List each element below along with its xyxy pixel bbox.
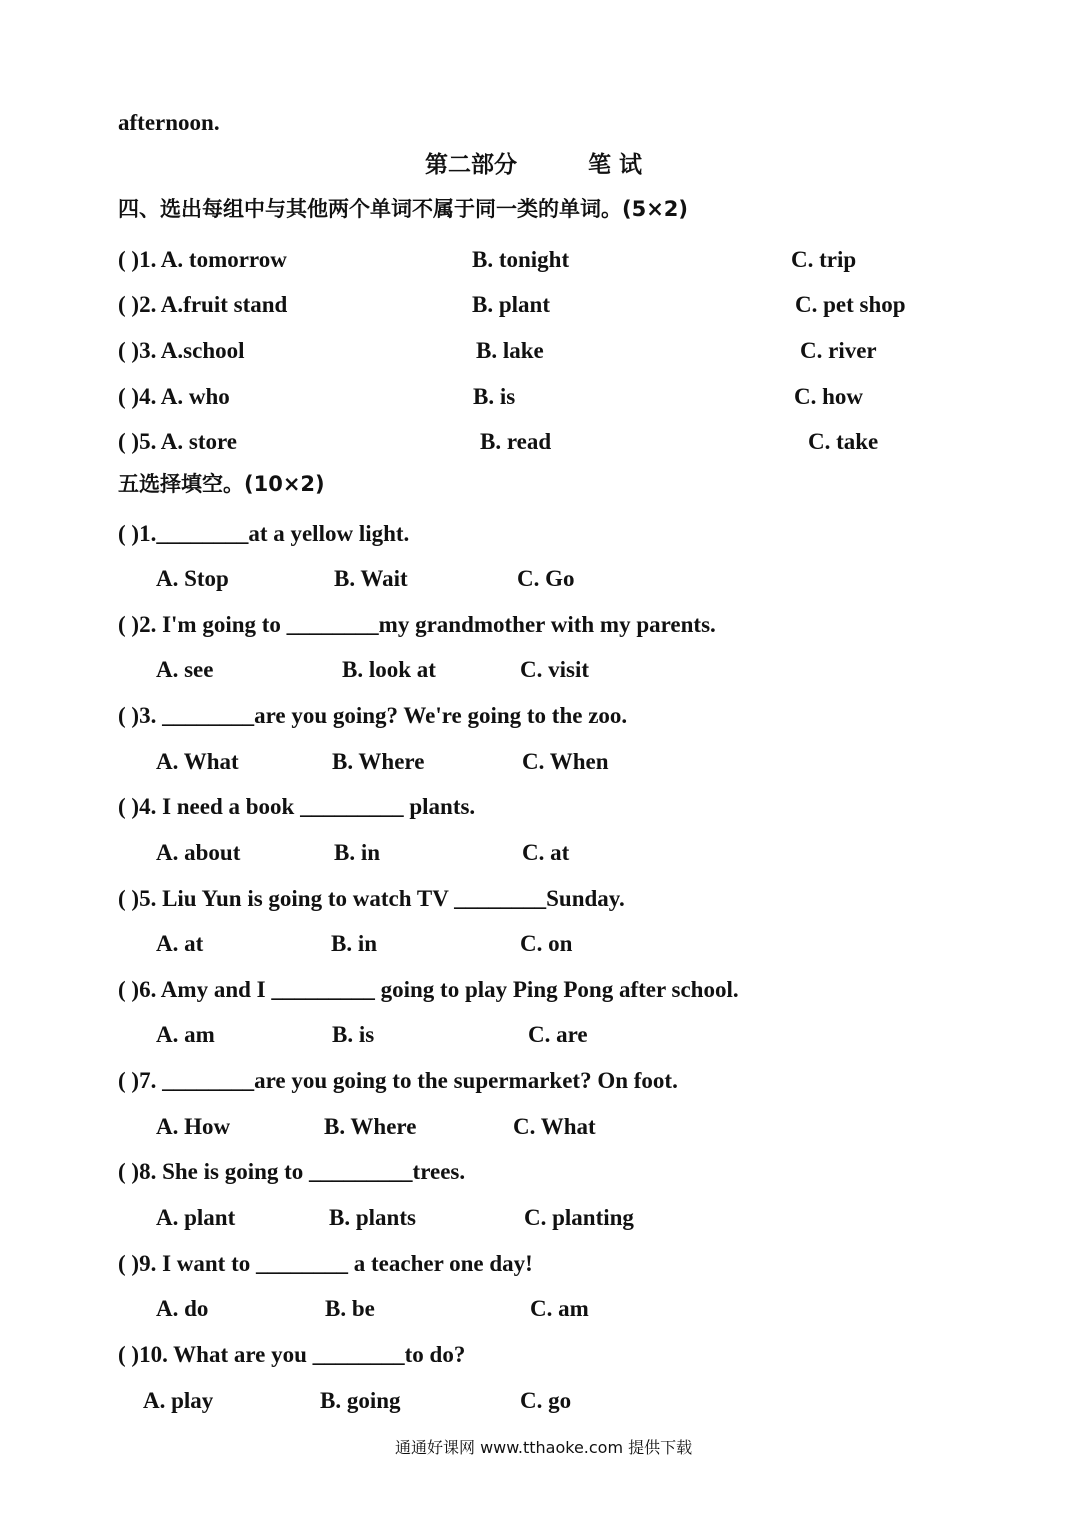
- s5-q3-option-c: C. When: [522, 749, 609, 774]
- s5-q6-option-b: B. is: [332, 1022, 375, 1047]
- s5-q4-option-c: C. at: [522, 840, 570, 865]
- s4-q4-question: ( )4. A. who: [118, 384, 230, 409]
- s5-q6-option-c: C. are: [528, 1022, 588, 1047]
- part-title-right: 笔 试: [588, 152, 643, 178]
- s5-q3-option-b: B. Where: [332, 749, 425, 774]
- s5-q7-question: ( )7. ________are you going to the supermarket? On foot.: [118, 1068, 678, 1093]
- s4-q1-option-c: C. trip: [791, 247, 857, 272]
- s5-q3-question: ( )3. ________are you going? We're going to the zoo.: [118, 703, 628, 728]
- s5-q5-question: ( )5. Liu Yun is going to watch TV ________Sunday.: [118, 886, 625, 911]
- s5-q5-option-a: A. at: [156, 931, 204, 956]
- s5-q7-option-a: A. How: [156, 1114, 231, 1139]
- footer-source: 通通好课网 www.tthaoke.com 提供下载: [395, 1438, 693, 1457]
- s5-q8-option-b: B. plants: [329, 1205, 416, 1230]
- s5-q9-option-c: C. am: [530, 1296, 589, 1321]
- s5-q7-option-c: C. What: [513, 1114, 596, 1139]
- s5-q2-option-a: A. see: [156, 657, 214, 682]
- s5-q2-option-b: B. look at: [342, 657, 436, 682]
- s5-q9-question: ( )9. I want to ________ a teacher one day!: [118, 1251, 533, 1276]
- s5-q8-question: ( )8. She is going to _________trees.: [118, 1159, 466, 1184]
- s5-q2-option-c: C. visit: [520, 657, 589, 682]
- s5-q5-option-b: B. in: [331, 931, 378, 956]
- s5-q1-option-b: B. Wait: [334, 566, 408, 591]
- s4-q1-question: ( )1. A. tomorrow: [118, 247, 287, 272]
- s4-q4-option-c: C. how: [794, 384, 864, 409]
- s5-q8-option-a: A. plant: [156, 1205, 236, 1230]
- s5-q7-option-b: B. Where: [324, 1114, 417, 1139]
- s4-q3-question: ( )3. A.school: [118, 338, 245, 363]
- s5-q9-option-b: B. be: [325, 1296, 375, 1321]
- section4-heading: 四、选出每组中与其他两个单词不属于同一类的单词。(5×2): [118, 197, 689, 221]
- s5-q9-option-a: A. do: [156, 1296, 209, 1321]
- s4-q5-option-b: B. read: [480, 429, 552, 454]
- s4-q5-question: ( )5. A. store: [118, 429, 238, 454]
- intro-tail-text: afternoon.: [118, 110, 220, 135]
- s5-q8-option-c: C. planting: [524, 1205, 634, 1230]
- section5-heading: 五选择填空。(10×2): [118, 472, 325, 496]
- s5-q5-option-c: C. on: [520, 931, 573, 956]
- s5-q1-option-c: C. Go: [517, 566, 575, 591]
- s5-q10-option-c: C. go: [520, 1388, 572, 1413]
- s5-q6-question: ( )6. Amy and I _________ going to play Ping Pong after school.: [118, 977, 739, 1002]
- s5-q4-question: ( )4. I need a book _________ plants.: [118, 794, 476, 819]
- s4-q2-question: ( )2. A.fruit stand: [118, 292, 288, 317]
- s4-q1-option-b: B. tonight: [472, 247, 570, 272]
- s4-q4-option-b: B. is: [473, 384, 516, 409]
- s4-q5-option-c: C. take: [808, 429, 879, 454]
- s5-q3-option-a: A. What: [156, 749, 239, 774]
- s5-q1-question: ( )1.________at a yellow light.: [118, 521, 410, 546]
- s4-q3-option-c: C. river: [800, 338, 877, 363]
- s4-q3-option-b: B. lake: [476, 338, 544, 363]
- s4-q2-option-b: B. plant: [472, 292, 550, 317]
- s5-q10-option-a: A. play: [143, 1388, 214, 1413]
- part-title-left: 第二部分: [425, 152, 517, 178]
- s5-q4-option-a: A. about: [156, 840, 241, 865]
- s5-q6-option-a: A. am: [156, 1022, 215, 1047]
- s5-q4-option-b: B. in: [334, 840, 381, 865]
- s5-q1-option-a: A. Stop: [156, 566, 229, 591]
- s5-q10-option-b: B. going: [320, 1388, 401, 1413]
- s5-q10-question: ( )10. What are you ________to do?: [118, 1342, 466, 1367]
- s4-q2-option-c: C. pet shop: [795, 292, 906, 317]
- s5-q2-question: ( )2. I'm going to ________my grandmother with my parents.: [118, 612, 716, 637]
